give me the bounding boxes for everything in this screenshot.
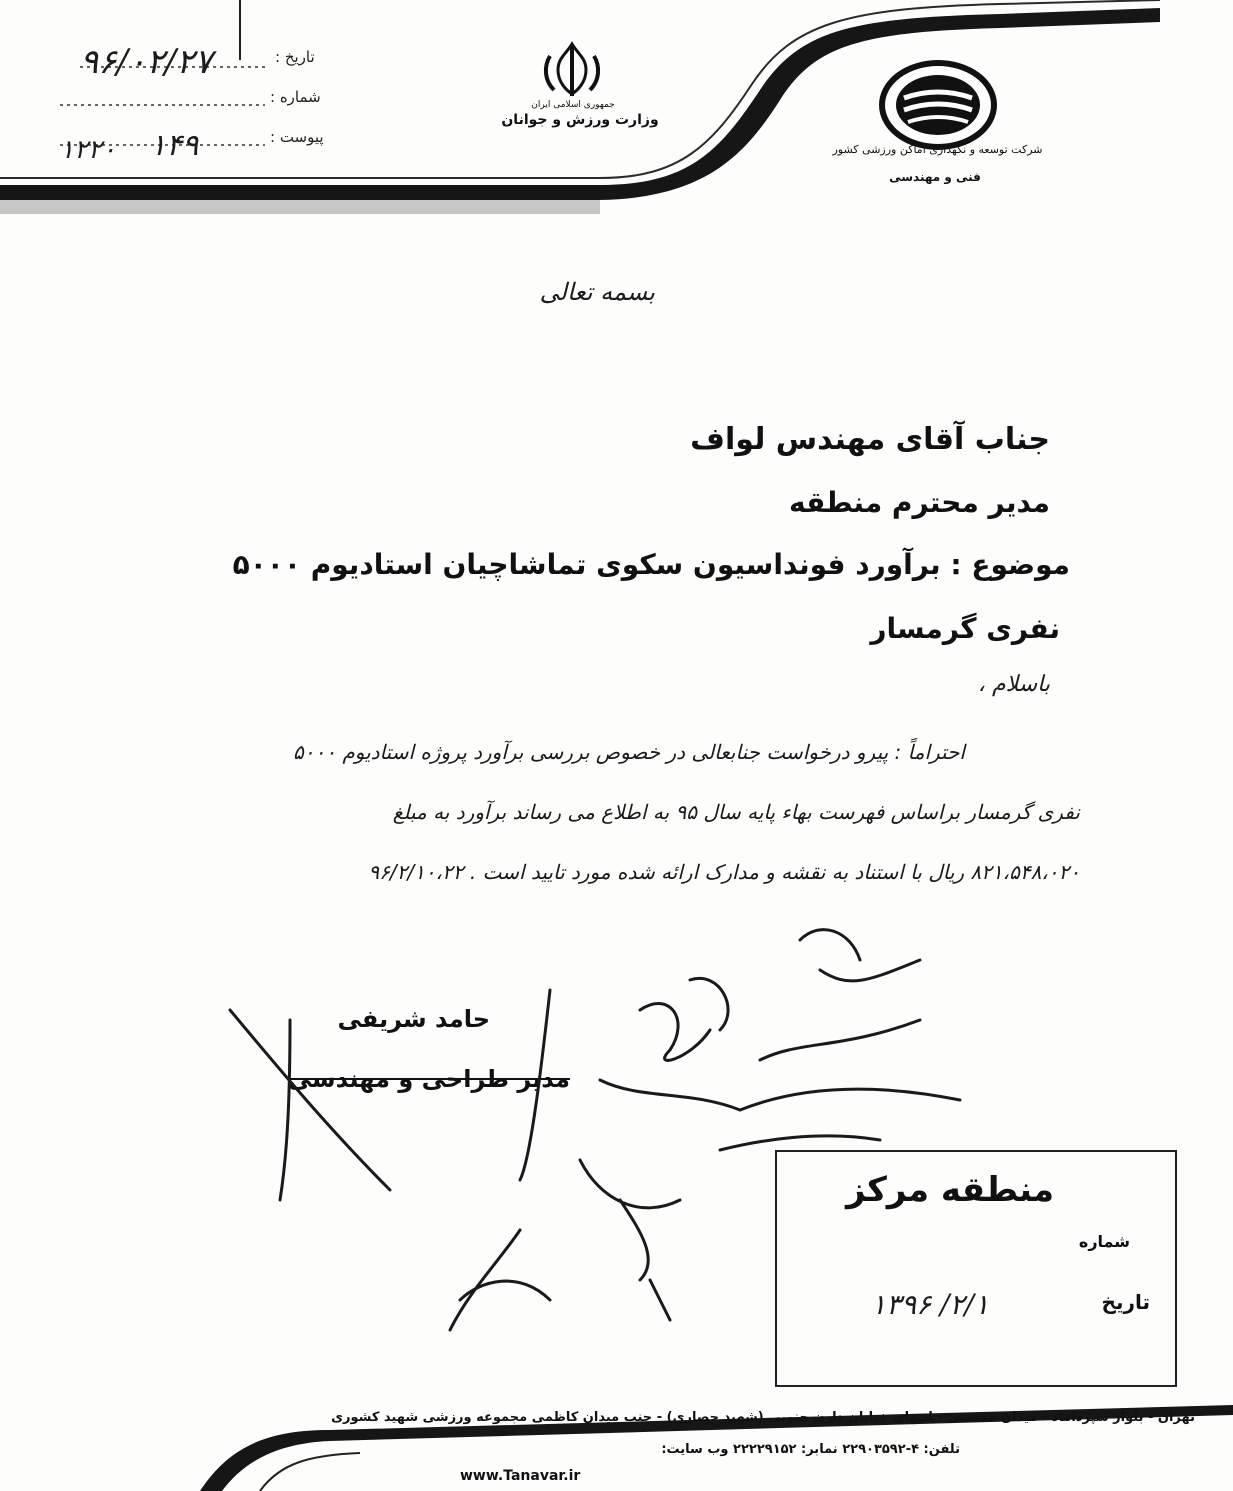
subject-line-2: نفری گرمسار — [870, 612, 1060, 645]
attachment-label: پیوست : — [270, 128, 324, 146]
company-name: شرکت توسعه و نگهداری اماکن ورزشی کشور — [832, 143, 1043, 156]
handwritten-number: ۱۲۲۰ — [60, 135, 116, 165]
ministry-name: وزارت ورزش و جوانان — [501, 112, 659, 128]
stamp-date-value: ۱۳۹۶ /۲/۱ — [870, 1288, 989, 1321]
subject-line-1: موضوع : برآورد فونداسیون سکوی تماشاچیان استادیوم ۵۰۰۰ — [232, 548, 1070, 581]
handwritten-date: ۹۶/۰۲/۲۷ — [80, 42, 213, 82]
body-line-3: ۸۲۱،۵۴۸،۰۲۰ ریال با استناد به نقشه و مدارک ارائه شده مورد تایید است . ۹۶/۲/۱۰،۲۲ — [368, 860, 1080, 884]
footer-phone: تلفن: ۴-۲۲۹۰۳۵۹۲ نمابر: ۲۲۲۲۹۱۵۲ وب سایت: — [661, 1442, 960, 1457]
footer-band — [0, 1375, 1233, 1491]
number-label: شماره : — [270, 88, 321, 106]
body-line-2: نفری گرمسار براساس فهرست بهاء پایه سال ۹۵ به اطلاع می رساند برآورد به مبلغ — [392, 800, 1080, 824]
iran-emblem-icon — [540, 40, 604, 98]
company-logo-icon — [878, 60, 998, 150]
recipient-name: جناب آقای مهندس لواف — [690, 422, 1050, 457]
department-name: فنی و مهندسی — [889, 170, 981, 184]
signer-name: حامد شریفی — [337, 1005, 490, 1033]
date-label: تاریخ : — [275, 48, 315, 66]
signer-title: مدیر طراحی و مهندسی — [287, 1065, 570, 1093]
greeting: باسلام ، — [977, 672, 1050, 697]
ministry-country: جمهوری اسلامی ایران — [531, 100, 615, 110]
invocation: بسمه تعالی — [539, 278, 655, 306]
handwritten-attachment-number: ۱۴۹ — [150, 128, 199, 163]
stamp-title: منطقه مرکز — [845, 1170, 1055, 1210]
body-line-1: احتراماً : پیرو درخواست جنابعالی در خصوص بررسی برآورد پروژه استادیوم ۵۰۰۰ — [293, 740, 965, 764]
recipient-title: مدیر محترم منطقه — [789, 486, 1050, 519]
footer-address: تهران - بلوار سپرداماد - میدان محسنی - انتهای خیابان دارن جنوبی (شهید حصاری) - جنب میدان کاظمی مجموعه ورزشی شهید کشوری — [331, 1410, 1195, 1425]
stamp-date-label: تاریخ — [1101, 1290, 1150, 1314]
footer-website-link[interactable]: www.Tanavar.ir — [460, 1468, 581, 1484]
stamp-number-label: شماره — [1078, 1232, 1130, 1251]
